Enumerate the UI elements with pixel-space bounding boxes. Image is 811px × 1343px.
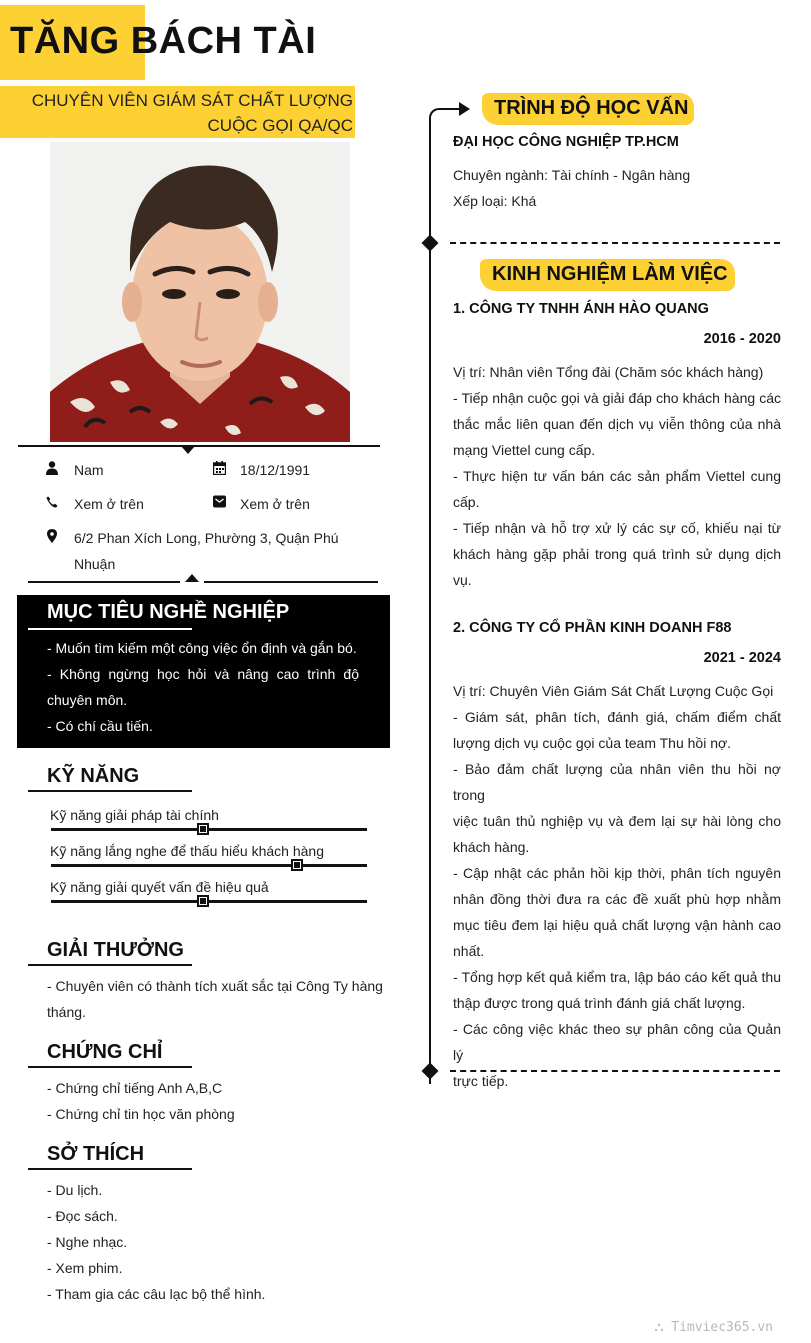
job-years: 2016 - 2020	[703, 331, 781, 347]
job-line: - Thực hiện tư vấn bán các sản phẩm Viettel cung	[453, 468, 781, 484]
skill-bar	[51, 864, 367, 867]
education-major: Chuyên ngành: Tài chính - Ngân hàng	[453, 167, 691, 183]
skills-heading: KỸ NĂNG	[47, 765, 140, 787]
awards-heading-underline	[28, 964, 192, 966]
certificates-heading: CHỨNG CHỈ	[47, 1041, 163, 1063]
envelope-icon	[213, 495, 229, 511]
objective-text	[47, 635, 359, 739]
section-divider	[450, 242, 780, 244]
certificates-text	[47, 1075, 387, 1127]
job-line: thắc mắc liên quan đến dịch vụ viễn thông của nhà	[453, 416, 781, 432]
company-name: 2. CÔNG TY CỔ PHẦN KINH DOANH F88	[453, 620, 732, 636]
job-title-highlight	[0, 86, 355, 138]
awards-heading: GIẢI THƯỞNG	[47, 939, 184, 961]
job-description	[453, 678, 781, 1094]
info-divider-top	[18, 445, 380, 447]
profile-photo	[50, 142, 350, 442]
skills-heading-underline	[28, 790, 192, 792]
skill-label: Kỹ năng giải quyết vấn đề hiệu quả	[50, 879, 269, 895]
job-description	[453, 359, 781, 593]
education-details	[453, 162, 781, 214]
job-line: cấp.	[453, 494, 480, 510]
email-value: Xem ở trên	[240, 496, 310, 512]
objective-heading-underline	[28, 628, 192, 630]
job-line: - Bảo đảm chất lượng của nhân viên thu hồi nợ trong	[453, 761, 781, 803]
watermark-text: Timviec365.vn	[671, 1320, 773, 1335]
education-rank: Xếp loại: Khá	[453, 193, 537, 209]
company-name: 1. CÔNG TY TNHH ÁNH HÀO QUANG	[453, 301, 709, 317]
hobby-line: - Đọc sách.	[47, 1208, 118, 1224]
job-line: lượng dịch vụ cuộc gọi của team Thu hồi nợ.	[453, 735, 732, 751]
skill-bar	[51, 900, 367, 903]
hobbies-text	[47, 1177, 387, 1307]
award-line: - Chuyên viên có thành tích xuất sắc tại Công Ty hàng	[47, 978, 383, 994]
timeline-line	[429, 122, 431, 1084]
divider-marker-down	[181, 446, 195, 454]
job-line: trực tiếp.	[453, 1073, 509, 1089]
job-line: - Các công việc khác theo sự phân công của Quản lý	[453, 1021, 781, 1063]
certificates-heading-underline	[28, 1066, 192, 1068]
skill-level-marker	[197, 823, 209, 835]
address-line2: Nhuận	[74, 556, 116, 572]
job-title-line1: CHUYÊN VIÊN GIÁM SÁT CHẤT LƯỢNG	[31, 91, 353, 110]
school-name: ĐẠI HỌC CÔNG NGHIỆP TP.HCM	[453, 134, 679, 150]
watermark	[654, 1320, 773, 1335]
objective-line: - Có chí cầu tiến.	[47, 718, 153, 734]
gender-value: Nam	[74, 462, 104, 478]
phone-icon	[46, 495, 62, 511]
skill-bar	[51, 828, 367, 831]
job-line: vụ.	[453, 572, 472, 588]
certificate-line: - Chứng chỉ tiếng Anh A,B,C	[47, 1080, 223, 1096]
location-pin-icon	[47, 529, 63, 545]
job-line: - Tiếp nhận và hỗ trợ xử lý các sự cố, khiếu nại từ	[453, 520, 781, 536]
watermark-logo-icon: ⛬	[654, 1320, 672, 1335]
hobbies-heading-underline	[28, 1168, 192, 1170]
address-value	[74, 525, 364, 577]
job-line: - Cập nhật các phản hồi kịp thời, phân tích nguyên	[453, 865, 781, 881]
candidate-name: TĂNG BÁCH TÀI	[10, 20, 317, 62]
job-line: Vị trí: Nhân viên Tổng đài (Chăm sóc khách hàng)	[453, 364, 764, 380]
job-line: khách hàng gặp phải trong quá trình sử dụng dịch	[453, 546, 781, 562]
timeline-curve	[429, 108, 443, 124]
address-line1: 6/2 Phan Xích Long, Phường 3, Quận Phú	[74, 530, 339, 546]
job-line: việc tuân thủ nghiệp vụ và đem lại sự hài lòng cho	[453, 813, 781, 829]
job-line: nhân đồng thời đưa ra các đề xuất phù hợp nhằm	[453, 891, 781, 907]
job-line: mục tiêu đem lại hiệu quả chất lượng vận hành cao	[453, 917, 781, 933]
hobby-line: - Nghe nhạc.	[47, 1234, 128, 1250]
objective-line: - Muốn tìm kiếm một công việc ổn định và gắn bó.	[47, 640, 357, 656]
skill-label: Kỹ năng lắng nghe để thấu hiểu khách hàng	[50, 843, 325, 859]
hobby-line: - Xem phim.	[47, 1260, 123, 1276]
job-line: - Tổng hợp kết quả kiểm tra, lập báo cáo kết quả thu	[453, 969, 781, 985]
experience-heading: KINH NGHIỆM LÀM VIỆC	[492, 263, 728, 285]
award-line: tháng.	[47, 1004, 86, 1020]
job-line: khách hàng.	[453, 839, 530, 855]
job-years: 2021 - 2024	[703, 650, 781, 666]
certificate-line: - Chứng chỉ tin học văn phòng	[47, 1106, 235, 1122]
objective-line: chuyên môn.	[47, 692, 128, 708]
objective-heading: MỤC TIÊU NGHỀ NGHIỆP	[47, 601, 290, 623]
calendar-icon	[213, 461, 229, 477]
job-line: - Tiếp nhận cuộc gọi và giải đáp cho khách hàng các	[453, 390, 781, 406]
skill-level-marker	[197, 895, 209, 907]
timeline-node	[422, 1063, 439, 1080]
skill-level-marker	[291, 859, 303, 871]
hobby-line: - Du lịch.	[47, 1182, 103, 1198]
info-divider-bottom-right	[204, 581, 378, 583]
timeline-arrow-shaft	[441, 108, 461, 110]
job-line: Vị trí: Chuyên Viên Giám Sát Chất Lượng Cuộc Gọi	[453, 683, 774, 699]
phone-value: Xem ở trên	[74, 496, 144, 512]
education-heading: TRÌNH ĐỘ HỌC VẤN	[494, 97, 689, 119]
timeline-node	[422, 235, 439, 252]
job-title	[32, 88, 353, 138]
info-divider-bottom-left	[28, 581, 180, 583]
hobbies-heading: SỞ THÍCH	[47, 1143, 145, 1165]
skill-label: Kỹ năng giải pháp tài chính	[50, 807, 219, 823]
objective-line: - Không ngừng học hỏi và nâng cao trình độ	[47, 666, 359, 682]
user-icon	[46, 461, 62, 477]
awards-text	[47, 973, 387, 1025]
job-line: nhất.	[453, 943, 485, 959]
hobby-line: - Tham gia các câu lạc bộ thể hình.	[47, 1286, 266, 1302]
birthday-value: 18/12/1991	[240, 462, 311, 478]
job-title-line2: CUỘC GỌI QA/QC	[207, 116, 353, 135]
job-line: mạng Viettel cung cấp.	[453, 442, 596, 458]
divider-marker-up	[185, 574, 199, 582]
timeline-arrow-icon	[459, 102, 470, 116]
job-line: - Giám sát, phân tích, đánh giá, chấm điểm chất	[453, 709, 781, 725]
job-line: thập được trong quá trình đánh giá chất lượng.	[453, 995, 746, 1011]
